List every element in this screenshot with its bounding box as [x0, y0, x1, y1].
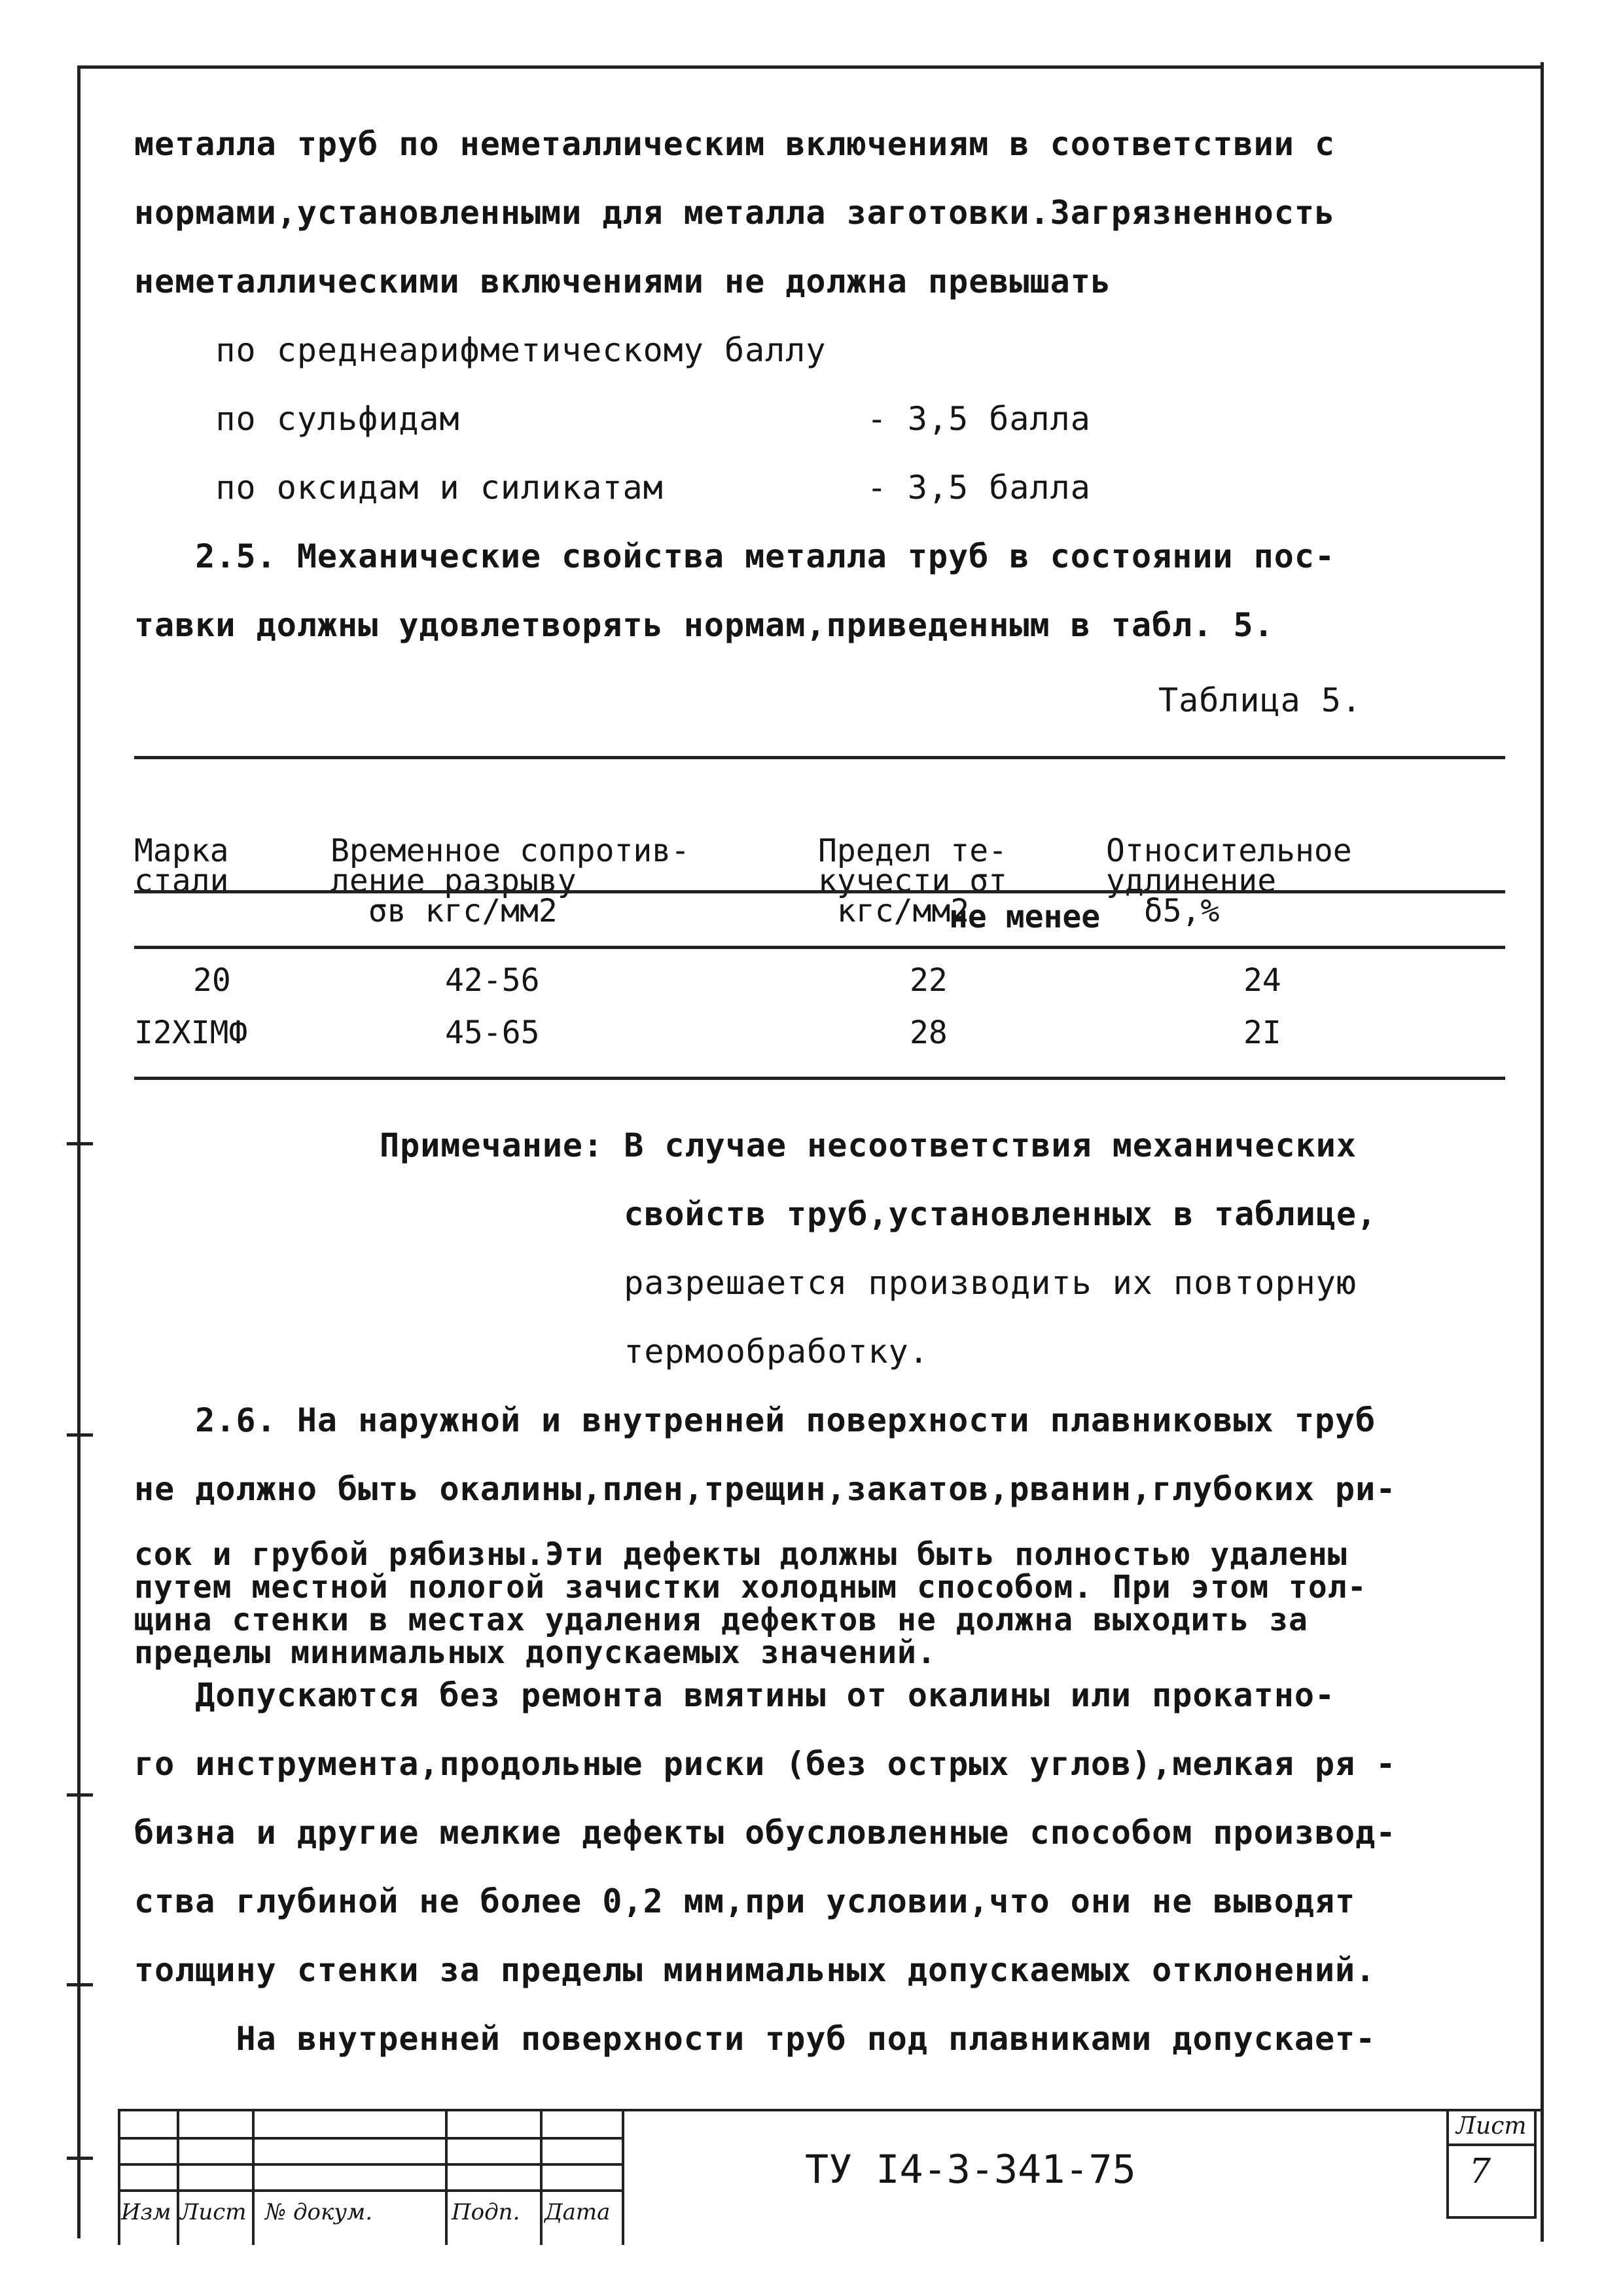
cell-yield: 22 [910, 962, 948, 999]
clause-2-6: 2.6. На наружной и внутренней поверхности плавниковых труб [134, 1401, 1376, 1439]
body-line: го инструмента,продольные риски (без острых углов),мелкая ря - [134, 1745, 1397, 1783]
body-line: по среднеарифметическому баллу [134, 331, 827, 369]
stamp-label-date: Дата [544, 2199, 611, 2225]
note-line: свойств труб,установленных в таблице, [380, 1195, 1378, 1233]
stamp-row-rule [118, 2137, 622, 2140]
note-line: Примечание: В случае несоответствия механических [380, 1126, 1357, 1164]
body-line: пределы минимальных допускаемых значений. [134, 1634, 936, 1671]
body-line: щина стенки в местах удаления дефектов не должна выходить за [134, 1602, 1308, 1638]
table-subheader-rule [134, 946, 1505, 949]
body-line: бизна и другие мелкие дефекты обусловленные способом производ- [134, 1814, 1397, 1852]
body-line: металла труб по неметаллическим включениям в соответствии с [134, 125, 1336, 163]
cell-tensile: 45-65 [445, 1014, 540, 1051]
table-subheader: не менее [949, 899, 1101, 935]
margin-tick [67, 1433, 93, 1437]
stamp-label-sheet: Лист [180, 2199, 247, 2225]
body-line: Допускаются без ремонта вмятины от окалины или прокатно- [134, 1676, 1336, 1714]
margin-tick [67, 1793, 93, 1797]
body-line: по сульфидам - 3,5 балла [134, 400, 1091, 438]
page-frame-top [77, 65, 1543, 69]
body-line: путем местной пологой зачистки холодным способом. При этом тол- [134, 1569, 1367, 1605]
page-frame-left [77, 65, 80, 2238]
body-line: сок и грубой рябизны.Эти дефекты должны быть полностью удалены [134, 1536, 1347, 1573]
body-line: ства глубиной не более 0,2 мм,при условии,что они не выводят [134, 1882, 1356, 1920]
stamp-col-rule [622, 2109, 624, 2245]
margin-tick [67, 2157, 93, 2160]
table-bottom-rule [134, 1077, 1505, 1080]
body-line: На внутренней поверхности труб под плавниками допускает- [134, 2020, 1376, 2058]
header-tensile-strength: Временное сопротив- ление разрыву σв кгс/мм2 [330, 833, 690, 929]
cell-grade: I2XIМФ [134, 1014, 248, 1051]
stamp-label-rev: Изм [121, 2199, 171, 2225]
note-line: разрешается производить их повторную [380, 1264, 1357, 1302]
page-frame-right [1541, 62, 1544, 2242]
body-line: неметаллическими включениями не должна превышать [134, 262, 1111, 300]
sheet-number: 7 [1469, 2152, 1491, 2191]
stamp-label-signature: Подп. [452, 2199, 520, 2225]
header-elongation: Относительное удлинение δ5,% [1106, 833, 1352, 929]
table-caption: Таблица 5. [1158, 681, 1363, 719]
body-line: толщину стенки за пределы минимальных допускаемых отклонений. [134, 1951, 1376, 1989]
table-top-rule [134, 756, 1505, 759]
margin-tick [67, 1983, 93, 1986]
body-line: по оксидам и силикатам - 3,5 балла [134, 469, 1091, 507]
stamp-row-rule [118, 2163, 622, 2166]
note-line: термообработку. [380, 1333, 929, 1371]
stamp-col-rule [540, 2109, 543, 2245]
stamp-row-rule [118, 2189, 622, 2192]
cell-elongation: 24 [1243, 962, 1281, 999]
clause-2-5: 2.5. Механические свойства металла труб в состоянии пос- [134, 537, 1336, 575]
body-line: не должно быть окалины,плен,трещин,закатов,рванин,глубоких ри- [134, 1470, 1397, 1508]
stamp-col-rule [177, 2109, 179, 2245]
stamp-col-rule [118, 2109, 120, 2245]
stamp-top-rule [118, 2109, 1543, 2111]
sheet-label: Лист [1456, 2113, 1527, 2140]
stamp-col-rule [445, 2109, 448, 2245]
cell-grade: 20 [193, 962, 231, 999]
cell-yield: 28 [910, 1014, 948, 1051]
table-header-rule [134, 890, 1505, 893]
sheet-box-divider [1446, 2144, 1534, 2146]
body-line: тавки должны удовлетворять нормам,приведенным в табл. 5. [134, 606, 1274, 644]
stamp-col-rule [252, 2109, 255, 2245]
document-code: ТУ I4-3-341-75 [805, 2147, 1136, 2193]
cell-tensile: 42-56 [445, 962, 540, 999]
body-line: нормами,установленными для металла заготовки.Загрязненность [134, 194, 1336, 232]
margin-tick [67, 1142, 93, 1145]
stamp-label-doc-no: № докум. [265, 2199, 373, 2225]
header-grade: Марка стали [134, 833, 229, 899]
cell-elongation: 2I [1243, 1014, 1281, 1051]
header-yield-point: Предел те- кучести σт кгс/мм2 [818, 833, 1007, 929]
